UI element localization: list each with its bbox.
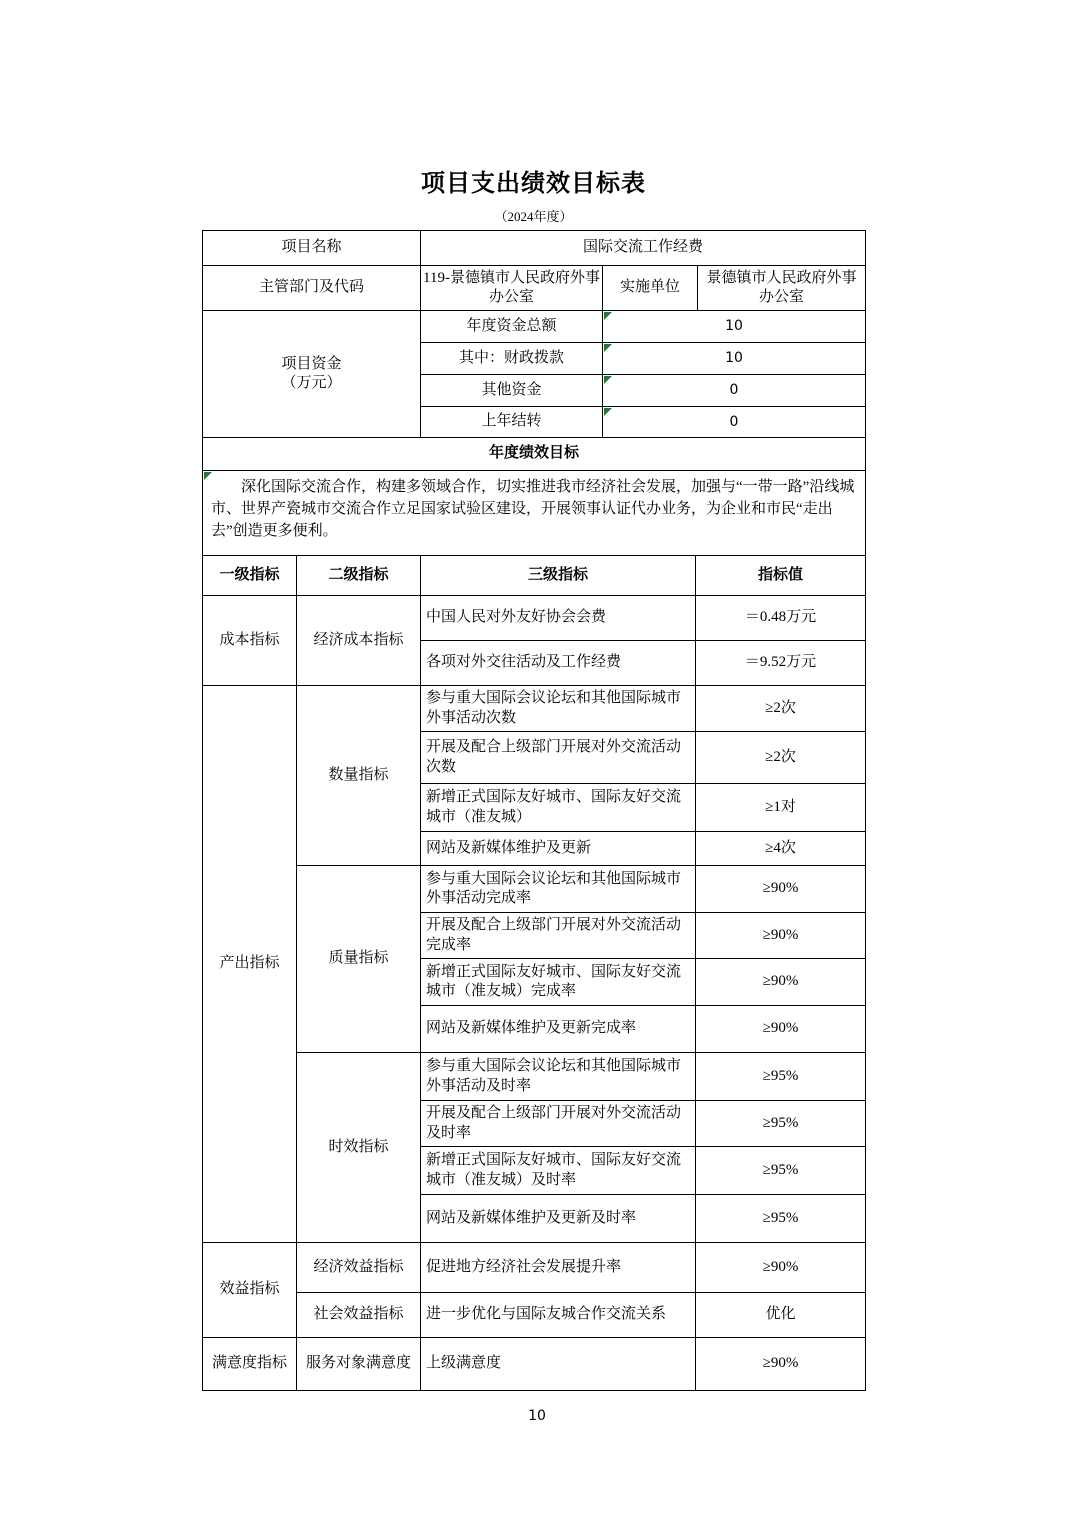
level3-cell: 网站及新媒体维护及更新 xyxy=(421,832,696,866)
level1-cell: 效益指标 xyxy=(203,1243,297,1338)
level3-cell: 开展及配合上级部门开展对外交流活动次数 xyxy=(421,732,696,784)
value-cell: ≥1对 xyxy=(696,784,866,832)
project-name-label: 项目名称 xyxy=(203,231,421,266)
level3-cell: 参与重大国际会议论坛和其他国际城市外事活动及时率 xyxy=(421,1053,696,1101)
table-row xyxy=(203,438,866,471)
level2-cell: 数量指标 xyxy=(297,686,421,866)
value-cell: ≥90% xyxy=(696,1243,866,1293)
value-cell: ＝9.52万元 xyxy=(696,641,866,686)
level3-cell: 参与重大国际会议论坛和其他国际城市外事活动次数 xyxy=(421,686,696,732)
table-row xyxy=(203,231,866,266)
funds-row-value: 10 xyxy=(603,343,866,375)
value-cell: ≥2次 xyxy=(696,732,866,784)
level1-cell: 成本指标 xyxy=(203,596,297,686)
page-title: 项目支出绩效目标表 xyxy=(421,169,646,197)
value-cell: ≥2次 xyxy=(696,686,866,732)
value-cell: ≥90% xyxy=(696,1338,866,1391)
performance-target-table xyxy=(202,230,865,1391)
level2-cell: 社会效益指标 xyxy=(297,1293,421,1338)
level3-cell: 新增正式国际友好城市、国际友好交流城市（准友城）完成率 xyxy=(421,959,696,1006)
funds-row-label: 其中：财政拨款 xyxy=(421,343,603,375)
level2-cell: 经济成本指标 xyxy=(297,596,421,686)
funds-label xyxy=(203,311,421,438)
level3-cell: 开展及配合上级部门开展对外交流活动完成率 xyxy=(421,913,696,959)
table-row xyxy=(203,471,866,556)
header-value: 指标值 xyxy=(696,556,866,596)
annual-goal-text: 深化国际交流合作，构建多领域合作，切实推进我市经济社会发展，加强与“一带一路”沿线城市、世界产瓷城市交流合作立足国家试验区建设，开展领事认证代办业务，为企业和市民“走出去”创造更多便利。 xyxy=(211,479,855,539)
funds-row-label: 其他资金 xyxy=(421,375,603,407)
level1-cell: 满意度指标 xyxy=(203,1338,297,1391)
level3-cell: 各项对外交往活动及工作经费 xyxy=(421,641,696,686)
table-row xyxy=(203,1293,866,1338)
level3-cell: 促进地方经济社会发展提升率 xyxy=(421,1243,696,1293)
value-cell: ≥95% xyxy=(696,1101,866,1147)
page-subtitle: （2024年度） xyxy=(494,209,573,224)
level2-cell: 经济效益指标 xyxy=(297,1243,421,1293)
value-cell: ≥95% xyxy=(696,1195,866,1243)
value-cell: ＝0.48万元 xyxy=(696,596,866,641)
value-cell: ≥90% xyxy=(696,1006,866,1053)
impl-unit-value: 景德镇市人民政府外事办公室 xyxy=(698,266,866,311)
funds-row-label: 年度资金总额 xyxy=(421,311,603,343)
level3-cell: 新增正式国际友好城市、国际友好交流城市（准友城）及时率 xyxy=(421,1147,696,1195)
value-cell: ≥95% xyxy=(696,1147,866,1195)
header-level1: 一级指标 xyxy=(203,556,297,596)
annual-goal-header: 年度绩效目标 xyxy=(203,438,866,471)
table-row xyxy=(203,866,866,913)
header-level2: 二级指标 xyxy=(297,556,421,596)
annual-goal-paragraph xyxy=(203,471,866,556)
level3-cell: 上级满意度 xyxy=(421,1338,696,1391)
level2-cell: 质量指标 xyxy=(297,866,421,1053)
header-level3: 三级指标 xyxy=(421,556,696,596)
table-row xyxy=(203,686,866,732)
level3-cell: 网站及新媒体维护及更新完成率 xyxy=(421,1006,696,1053)
value-cell: ≥90% xyxy=(696,913,866,959)
level2-cell: 服务对象满意度 xyxy=(297,1338,421,1391)
funds-row-value: 0 xyxy=(603,375,866,407)
table-row xyxy=(203,266,866,311)
table-row xyxy=(203,1053,866,1101)
level3-cell: 中国人民对外友好协会会费 xyxy=(421,596,696,641)
level3-cell: 开展及配合上级部门开展对外交流活动及时率 xyxy=(421,1101,696,1147)
level3-cell: 新增正式国际友好城市、国际友好交流城市（准友城） xyxy=(421,784,696,832)
value-cell: ≥90% xyxy=(696,959,866,1006)
table-row xyxy=(203,596,866,641)
level3-cell: 参与重大国际会议论坛和其他国际城市外事活动完成率 xyxy=(421,866,696,913)
project-name-value: 国际交流工作经费 xyxy=(421,231,866,266)
indicator-table xyxy=(202,555,866,1391)
level1-cell: 产出指标 xyxy=(203,686,297,1243)
value-cell: ≥95% xyxy=(696,1053,866,1101)
value-cell: 优化 xyxy=(696,1293,866,1338)
level2-cell: 时效指标 xyxy=(297,1053,421,1243)
funds-label-line1: 项目资金 xyxy=(281,355,342,372)
dept-label: 主管部门及代码 xyxy=(203,266,421,311)
funds-row-value: 0 xyxy=(603,407,866,438)
funds-row-label: 上年结转 xyxy=(421,407,603,438)
impl-unit-label: 实施单位 xyxy=(603,266,698,311)
project-info-table xyxy=(202,230,866,556)
page-number: 10 xyxy=(528,1408,546,1424)
table-header-row xyxy=(203,556,866,596)
level3-cell: 进一步优化与国际友城合作交流关系 xyxy=(421,1293,696,1338)
value-cell: ≥4次 xyxy=(696,832,866,866)
table-row xyxy=(203,311,866,343)
value-cell: ≥90% xyxy=(696,866,866,913)
table-row xyxy=(203,1243,866,1293)
level3-cell: 网站及新媒体维护及更新及时率 xyxy=(421,1195,696,1243)
dept-value: 119-景德镇市人民政府外事办公室 xyxy=(421,266,603,311)
funds-row-value: 10 xyxy=(603,311,866,343)
table-row xyxy=(203,1338,866,1391)
funds-label-line2: （万元） xyxy=(281,375,342,391)
